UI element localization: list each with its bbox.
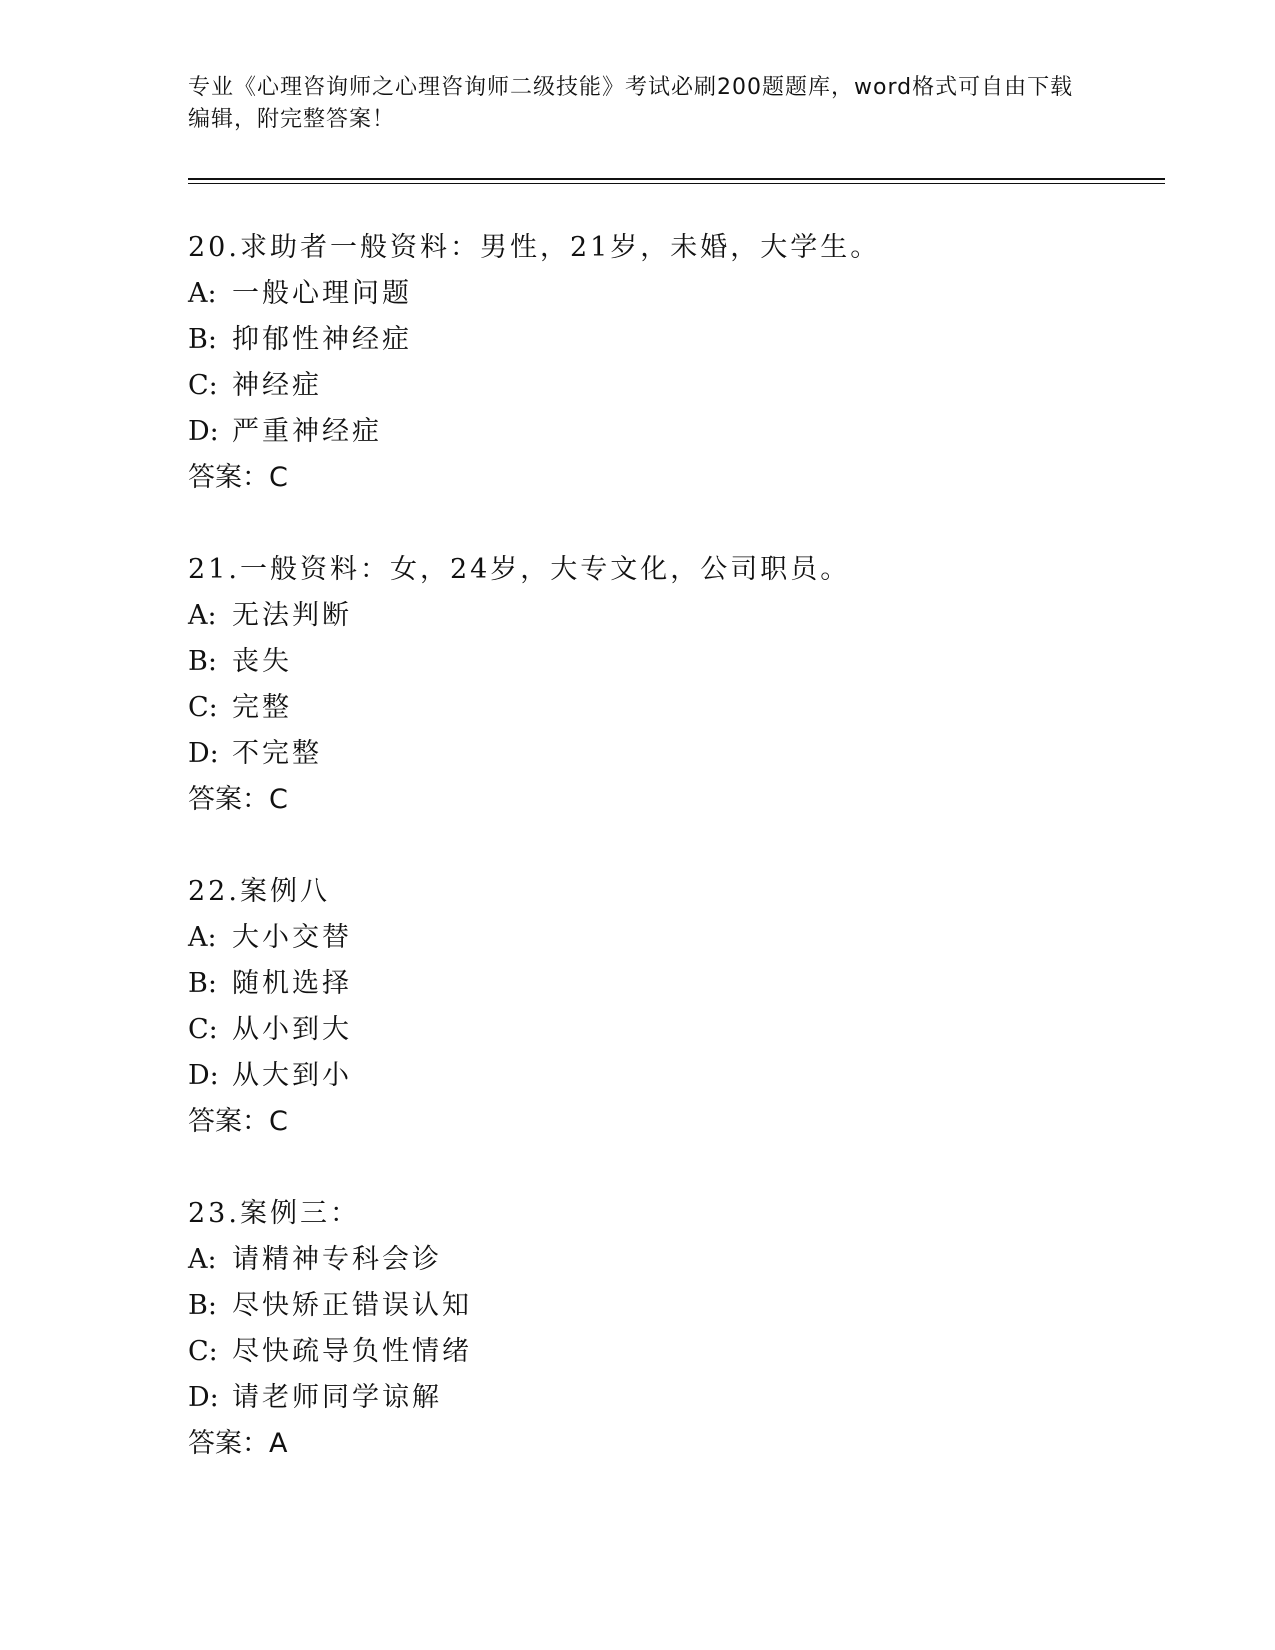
option-a	[188, 1242, 442, 1278]
answer	[188, 1104, 288, 1140]
option-text: 神经症	[232, 370, 322, 401]
option-letter: A:	[188, 1244, 217, 1275]
option-a	[188, 276, 412, 312]
answer-value: C	[269, 784, 288, 815]
option-letter: C:	[188, 1014, 218, 1045]
option-letter: D:	[188, 1060, 219, 1091]
option-text: 尽快疏导负性情绪	[232, 1336, 472, 1367]
option-text: 完整	[232, 692, 292, 723]
question-title: 21.一般资料：女，24岁，大专文化，公司职员。	[188, 554, 851, 585]
option-text: 严重神经症	[232, 416, 382, 447]
question-22	[188, 874, 1168, 1196]
option-letter: C:	[188, 370, 218, 401]
option-text: 请老师同学谅解	[232, 1382, 442, 1413]
option-letter: B:	[188, 646, 217, 677]
header-rule-thick	[188, 178, 1165, 180]
answer-value: C	[269, 462, 288, 493]
answer-label: 答案：	[188, 784, 269, 815]
option-d	[188, 1380, 442, 1416]
answer-label: 答案：	[188, 462, 269, 493]
option-a	[188, 598, 352, 634]
option-text: 不完整	[232, 738, 322, 769]
option-letter: D:	[188, 1382, 219, 1413]
answer-value: C	[269, 1106, 288, 1137]
option-text: 请精神专科会诊	[232, 1244, 442, 1275]
option-text: 一般心理问题	[232, 278, 412, 309]
option-text: 尽快矫正错误认知	[232, 1290, 472, 1321]
answer	[188, 1426, 287, 1462]
option-letter: D:	[188, 416, 219, 447]
option-d	[188, 1058, 352, 1094]
option-c	[188, 1012, 352, 1048]
option-text: 抑郁性神经症	[232, 324, 412, 355]
answer	[188, 782, 288, 818]
option-d	[188, 414, 382, 450]
option-d	[188, 736, 322, 772]
document-header: 专业《心理咨询师之心理咨询师二级技能》考试必刷200题题库，word格式可自由下载编辑，附完整答案！	[188, 75, 1074, 132]
option-letter: B:	[188, 1290, 217, 1321]
option-c	[188, 1334, 472, 1370]
question-list	[188, 230, 1168, 1518]
option-c	[188, 368, 322, 404]
option-b	[188, 966, 352, 1002]
option-letter: C:	[188, 1336, 218, 1367]
question-title: 23.案例三：	[188, 1198, 360, 1229]
option-b	[188, 644, 292, 680]
answer-value: A	[269, 1428, 288, 1459]
option-text: 随机选择	[232, 968, 352, 999]
option-c	[188, 690, 292, 726]
option-letter: B:	[188, 968, 217, 999]
header-rule-thin	[188, 183, 1165, 184]
option-text: 大小交替	[232, 922, 352, 953]
option-b	[188, 1288, 472, 1324]
question-21	[188, 552, 1168, 874]
option-text: 从大到小	[232, 1060, 352, 1091]
answer-label: 答案：	[188, 1106, 269, 1137]
option-letter: A:	[188, 922, 217, 953]
question-title: 20.求助者一般资料：男性，21岁，未婚，大学生。	[188, 232, 881, 263]
option-text: 无法判断	[232, 600, 352, 631]
answer	[188, 460, 288, 496]
option-b	[188, 322, 412, 358]
question-23	[188, 1196, 1168, 1518]
question-20	[188, 230, 1168, 552]
answer-label: 答案：	[188, 1428, 269, 1459]
option-text: 丧失	[232, 646, 292, 677]
option-text: 从小到大	[232, 1014, 352, 1045]
option-a	[188, 920, 352, 956]
option-letter: D:	[188, 738, 219, 769]
option-letter: A:	[188, 600, 217, 631]
option-letter: B:	[188, 324, 217, 355]
option-letter: A:	[188, 278, 217, 309]
question-title: 22.案例八	[188, 876, 330, 907]
option-letter: C:	[188, 692, 218, 723]
